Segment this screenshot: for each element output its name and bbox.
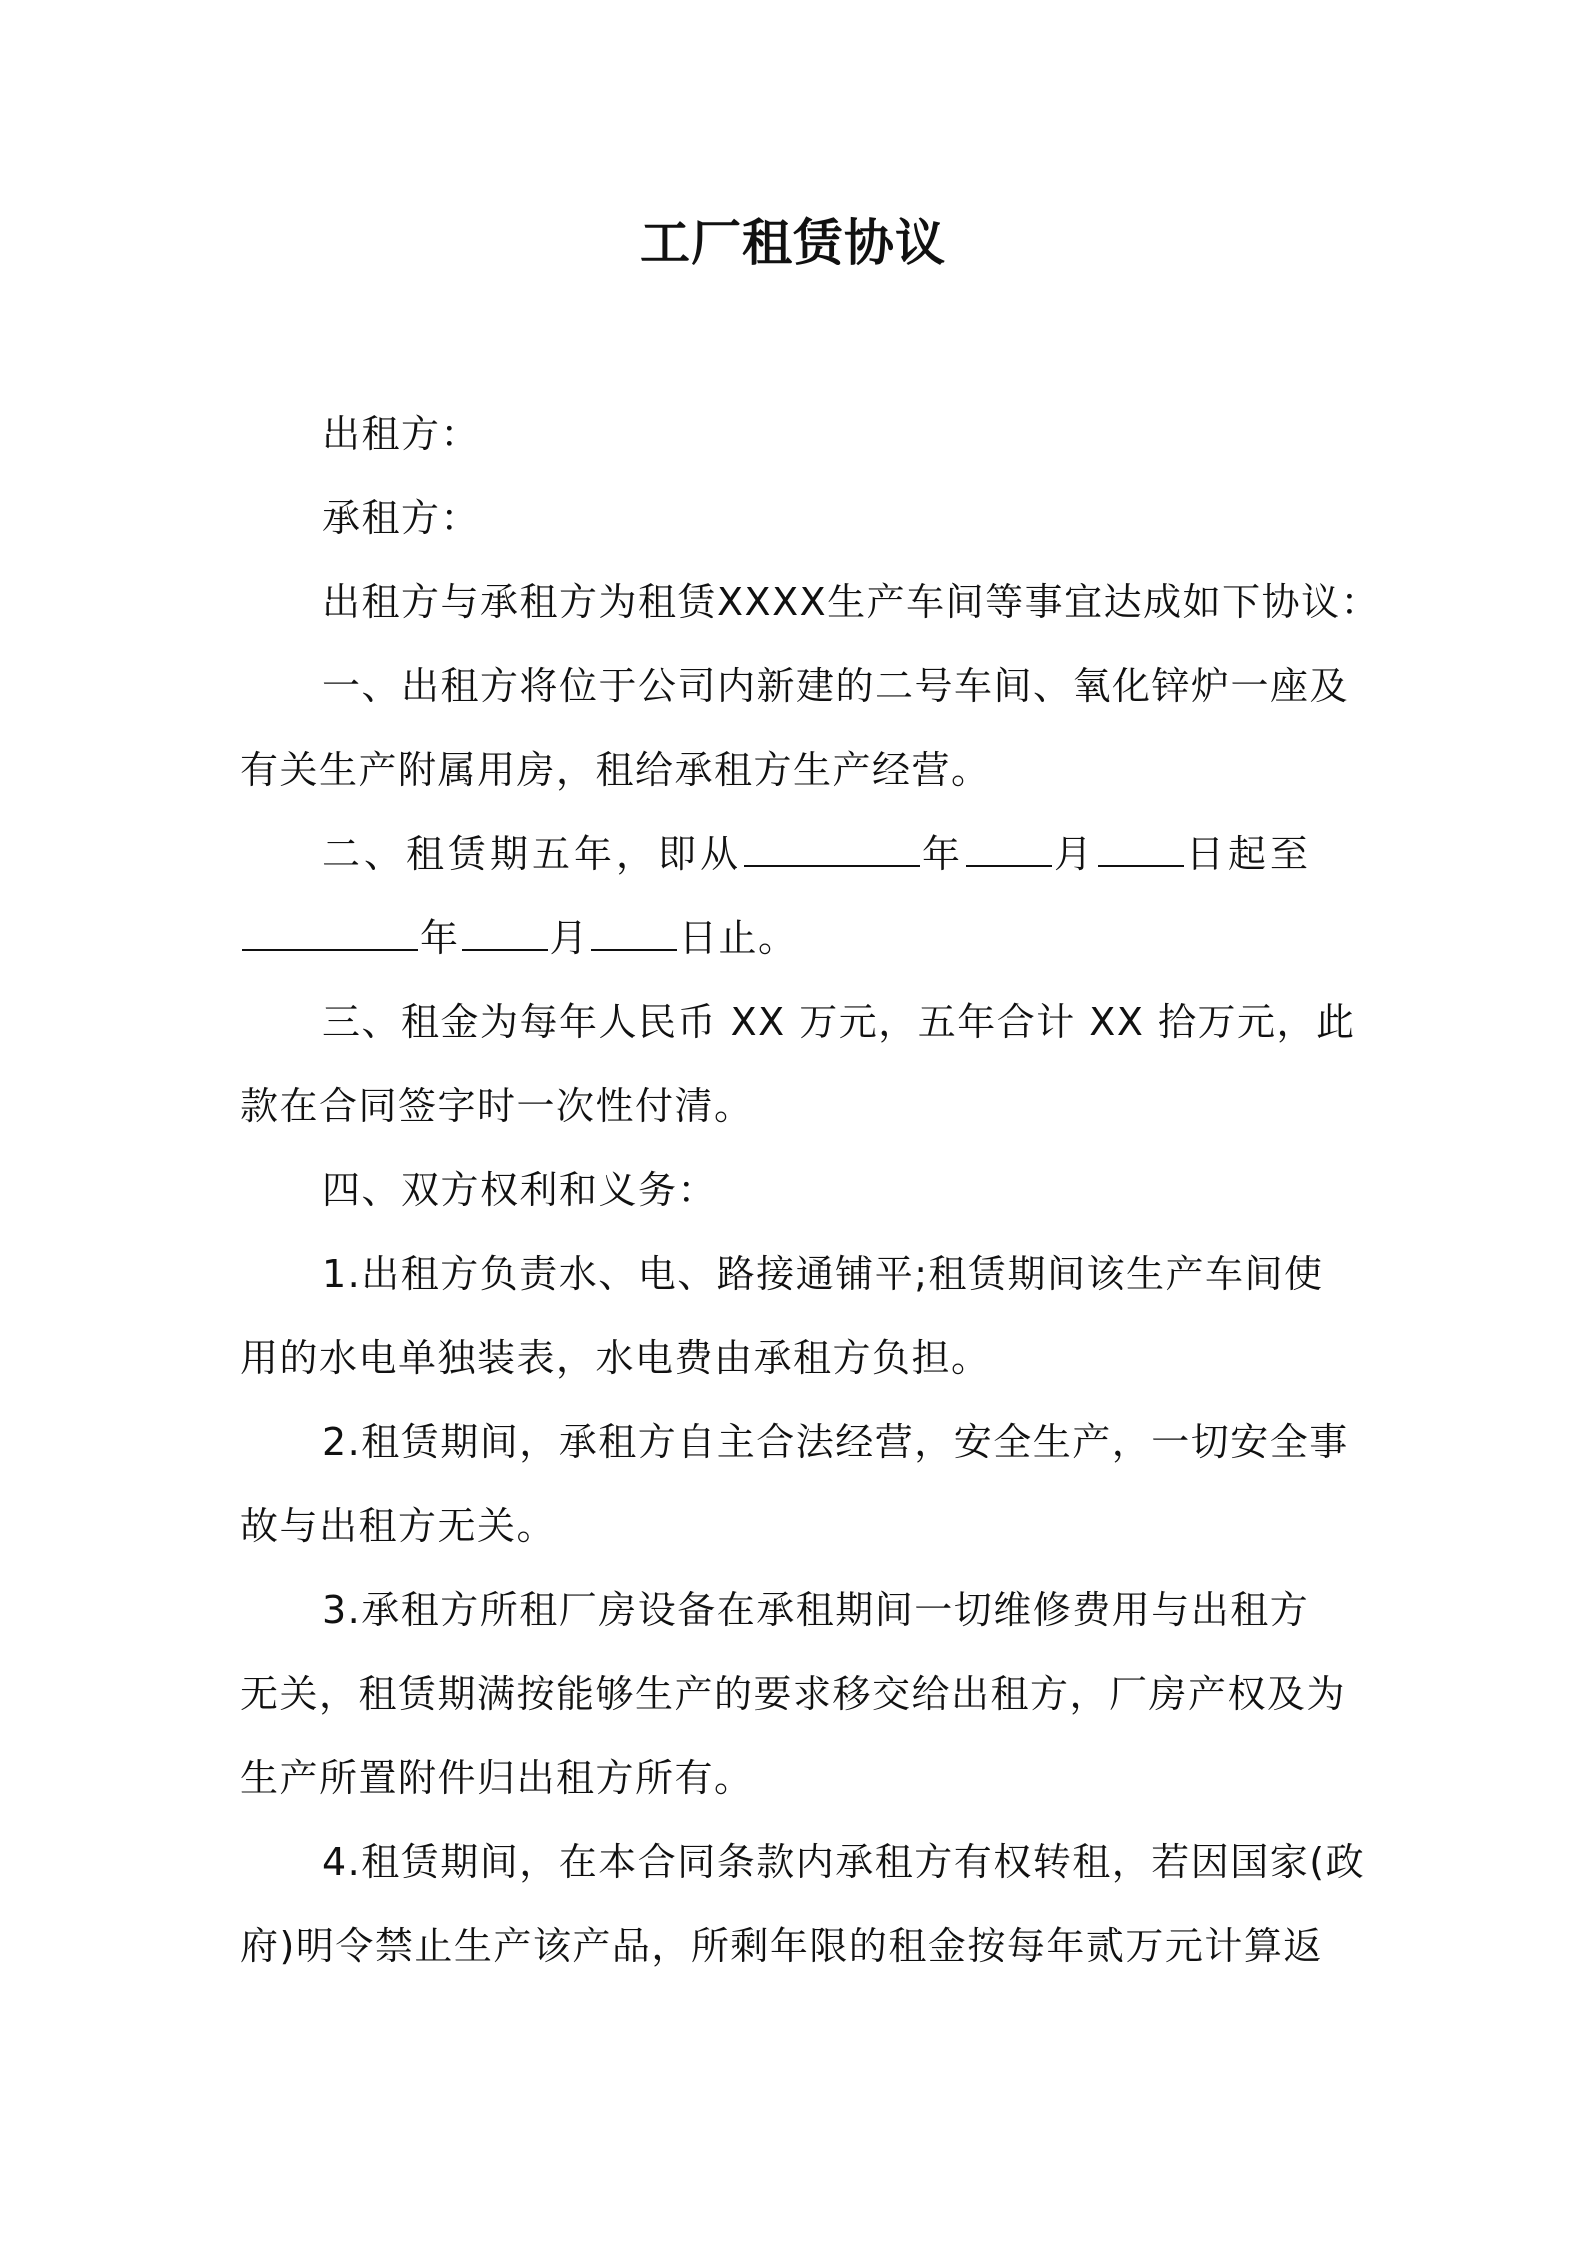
item-2-line-2: 故与出租方无关。 [240, 1504, 557, 1548]
document-title: 工厂租赁协议 [640, 214, 946, 272]
item-3-line-2: 无关，租赁期满按能够生产的要求移交给出租方，厂房产权及为 [240, 1672, 1347, 1716]
year-label: 年 [922, 832, 965, 876]
end-year-blank [242, 919, 418, 951]
item-3-line-3: 生产所置附件归出租方所有。 [240, 1756, 754, 1800]
item-4-line-1: 4.租赁期间，在本合同条款内承租方有权转租，若因国家(政 [322, 1840, 1366, 1884]
clause-2-line-2 [240, 910, 798, 966]
item-1-line-1: 1.出租方负责水、电、路接通铺平;租赁期间该生产车间使 [322, 1252, 1324, 1296]
item-2-line-1: 2.租赁期间，承租方自主合法经营，安全生产，一切安全事 [322, 1420, 1349, 1464]
start-month-blank [966, 835, 1052, 867]
clause-3-line-1: 三、租金为每年人民币 XX 万元，五年合计 XX 拾万元，此 [322, 1000, 1356, 1044]
clause-3-line-2: 款在合同签字时一次性付清。 [240, 1084, 754, 1128]
month-label: 月 [1054, 832, 1097, 876]
end-month-blank [462, 919, 548, 951]
lessee-label: 承租方： [322, 496, 481, 540]
lessor-label: 出租方： [322, 412, 481, 456]
clause-1-line-2: 有关生产附属用房，租给承租方生产经营。 [240, 748, 991, 792]
clause-2-prefix: 二、租赁期五年，即从 [322, 832, 743, 876]
item-1-line-2: 用的水电单独装表，水电费由承租方负担。 [240, 1336, 991, 1380]
item-3-line-1: 3.承租方所租厂房设备在承租期间一切维修费用与出租方 [322, 1588, 1310, 1632]
start-year-blank [744, 835, 920, 867]
intro-paragraph: 出租方与承租方为租赁XXXX生产车间等事宜达成如下协议： [322, 580, 1381, 624]
year-label: 年 [420, 916, 460, 960]
start-day-blank [1098, 835, 1184, 867]
end-day-blank [591, 919, 677, 951]
clause-2-line-1 [322, 826, 1312, 882]
day-from-label: 日起至 [1186, 832, 1313, 876]
clause-4-heading: 四、双方权利和义务： [322, 1168, 718, 1212]
month-label: 月 [549, 916, 590, 960]
item-4-line-2: 府)明令禁止生产该产品，所剩年限的租金按每年贰万元计算返 [240, 1924, 1323, 1968]
clause-1-line-1: 一、出租方将位于公司内新建的二号车间、氧化锌炉一座及 [322, 664, 1350, 708]
day-to-label: 日止。 [679, 916, 798, 960]
